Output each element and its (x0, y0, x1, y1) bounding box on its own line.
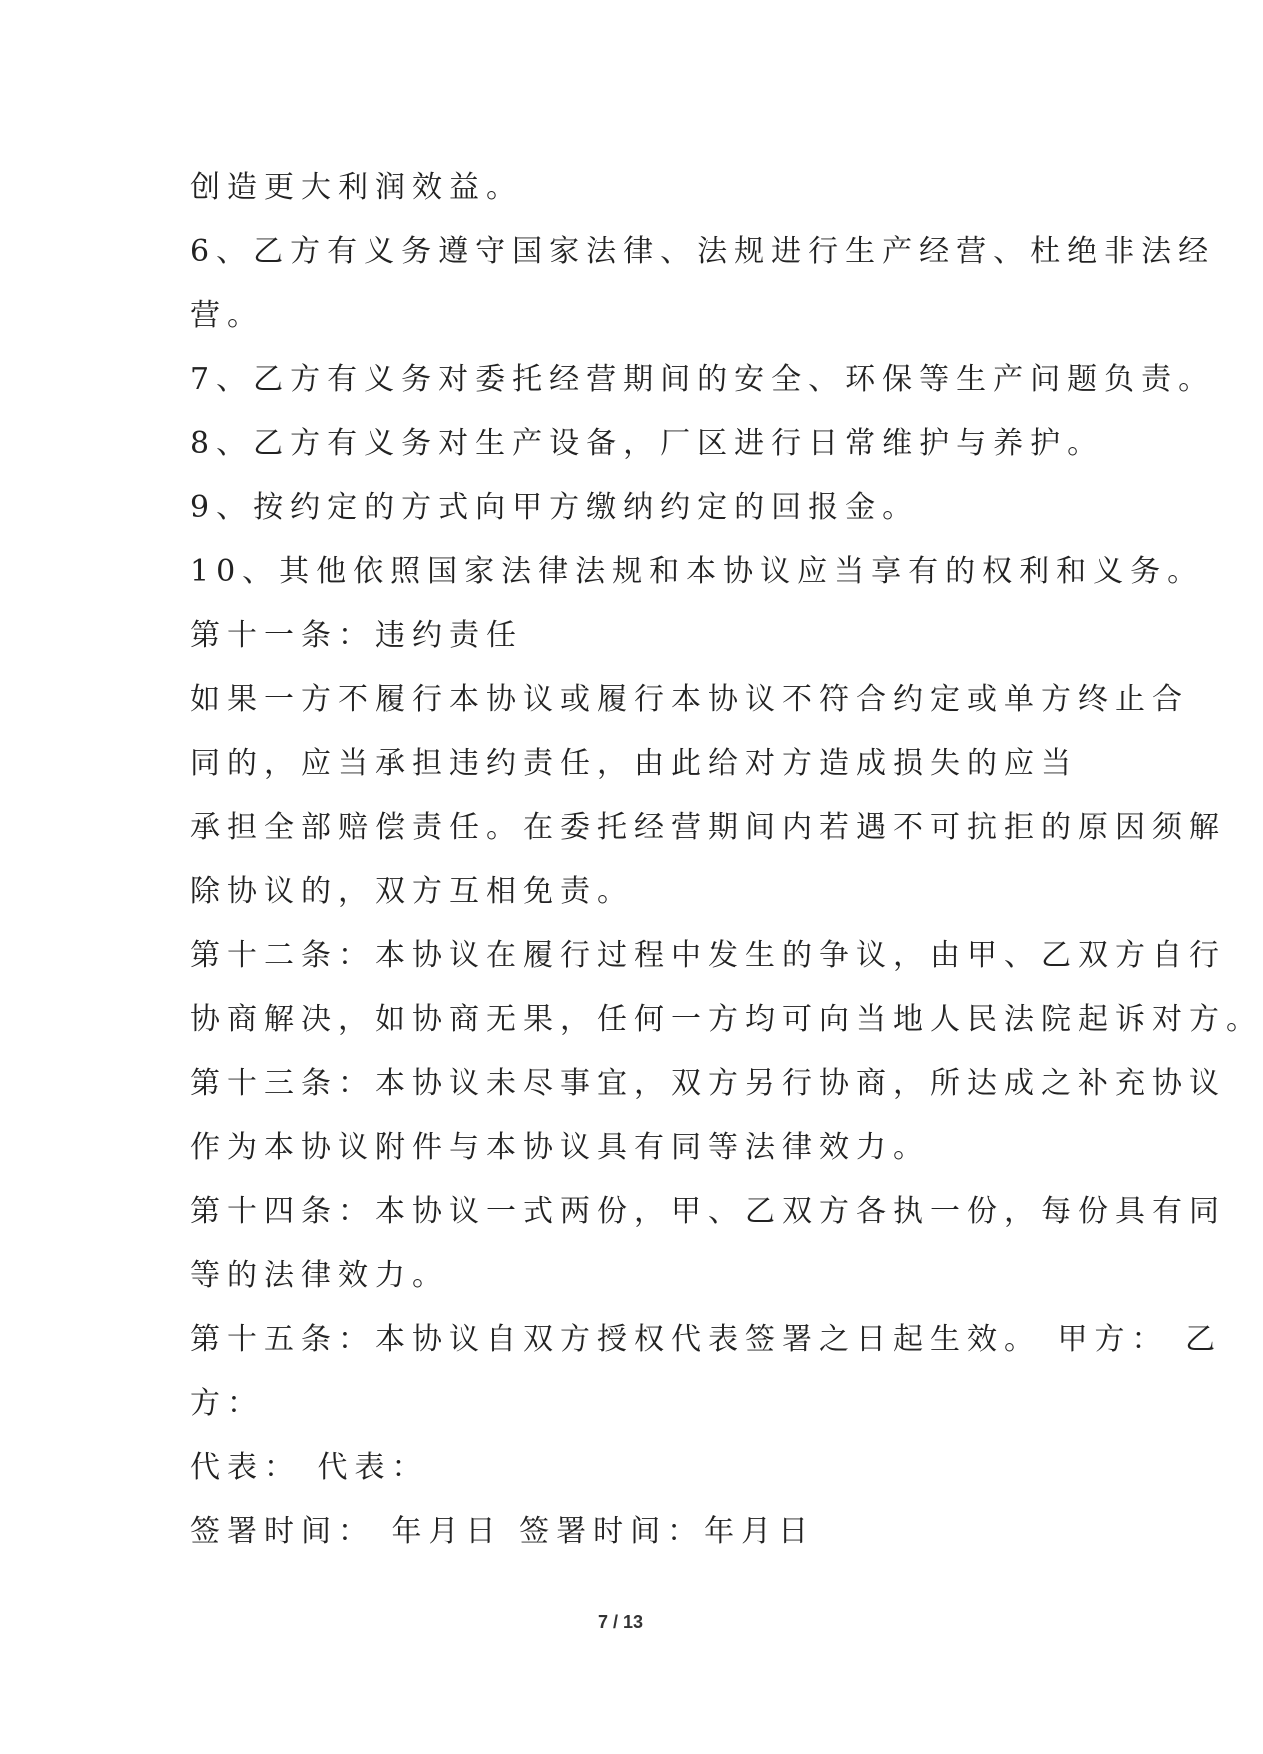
text-line: 营。 (190, 298, 264, 333)
text-line: 第十四条：本协议一式两份，甲、乙双方各执一份，每份具有同 (190, 1194, 1226, 1229)
text-line: 同的，应当承担违约责任，由此给对方造成损失的应当 (190, 746, 1078, 781)
text-line: 第十三条：本协议未尽事宜，双方另行协商，所达成之补充协议 (190, 1066, 1226, 1101)
text-line: 如果一方不履行本协议或履行本协议不符合约定或单方终止合 (190, 682, 1189, 717)
text-line: 创造更大利润效益。 (190, 170, 523, 205)
text-line: 9、按约定的方式向甲方缴纳约定的回报金。 (190, 490, 920, 525)
text-line: 除协议的，双方互相免责。 (190, 874, 634, 909)
text-line: 作为本协议附件与本协议具有同等法律效力。 (190, 1130, 930, 1165)
section-heading: 第十一条：违约责任 (190, 618, 523, 653)
text-line: 8、乙方有义务对生产设备，厂区进行日常维护与养护。 (190, 426, 1105, 461)
signature-line: 代表： 代表： (190, 1450, 429, 1485)
text-line: 方： (190, 1386, 264, 1421)
document-body (190, 156, 1263, 1564)
text-line: 等的法律效力。 (190, 1258, 449, 1293)
page-number: 7 / 13 (597, 1612, 644, 1632)
text-line: 第十二条：本协议在履行过程中发生的争议，由甲、乙双方自行 (190, 938, 1226, 973)
text-line: 第十五条：本协议自双方授权代表签署之日起生效。 甲方： 乙 (190, 1322, 1223, 1357)
text-line: 6、乙方有义务遵守国家法律、法规进行生产经营、杜绝非法经 (190, 234, 1216, 269)
text-line: 10、其他依照国家法律法规和本协议应当享有的权利和义务。 (190, 554, 1205, 589)
text-line: 7、乙方有义务对委托经营期间的安全、环保等生产问题负责。 (190, 362, 1216, 397)
signature-date-line: 签署时间： 年月日 签署时间：年月日 (190, 1514, 816, 1549)
text-line: 协商解决，如协商无果，任何一方均可向当地人民法院起诉对方。 (190, 1002, 1263, 1037)
text-line: 承担全部赔偿责任。在委托经营期间内若遇不可抗拒的原因须解 (190, 810, 1226, 845)
